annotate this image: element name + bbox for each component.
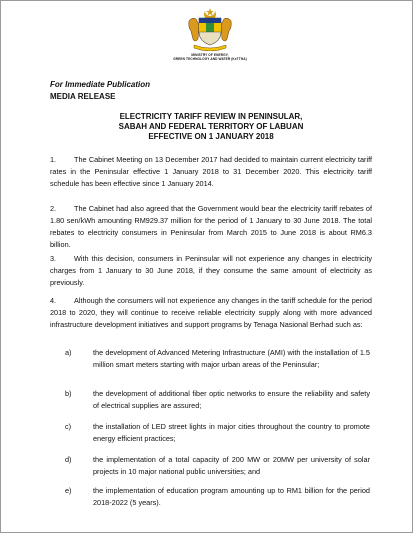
paragraph-text: The Cabinet Meeting on 13 December 2017 had decided to maintain current electricity tariff rates in the Peninsular effective 1 January 2018 to 31 December 2020. This electricity tariff schedule has been effective since 1 January 2014.	[50, 155, 372, 188]
publication-note: For Immediate Publication	[50, 80, 151, 89]
list-item-letter-d: d)	[65, 455, 72, 464]
paragraph-text: Although the consumers will not experience any changes in the tariff schedule for the period 2018 to 2020, they will continue to receive reliable electricity supply along with more advanced infrastructure development initiatives and support programs by Tenaga Nasional Berhad such as:	[50, 296, 372, 329]
paragraph-2	[50, 203, 372, 251]
ministry-name-line1: MINISTRY OF ENERGY,	[191, 53, 229, 57]
list-item-letter-a: a)	[65, 348, 72, 357]
list-item-letter-e: e)	[65, 486, 72, 495]
title-line-3: EFFECTIVE ON 1 JANUARY 2018	[148, 132, 274, 141]
paragraph-1	[50, 154, 372, 190]
title-line-1: ELECTRICITY TARIFF REVIEW IN PENINSULAR,	[119, 112, 303, 121]
ministry-name-line2: GREEN TECHNOLOGY AND WATER (KeTTHA)	[173, 57, 247, 61]
paragraph-number: 2.	[50, 204, 57, 213]
list-item-text-a: the development of Advanced Metering Infrastructure (AMI) with the installation of 1.5 million smart meters starting with major urban areas of the Peninsular;	[93, 348, 370, 369]
title-line-2: SABAH AND FEDERAL TERRITORY OF LABUAN	[118, 122, 304, 131]
paragraph-3	[50, 253, 372, 289]
paragraph-text: The Cabinet had also agreed that the Government would bear the electricity tariff rebates of 1.80 sen/kWh amounting RM929.37 million for the period of 1 January to 30 June 2018. The total rebates to electricity consumers in Peninsular from March 2015 to June 2018 is about RM6.3 billion.	[50, 204, 372, 249]
paragraph-4	[50, 295, 372, 331]
malaysia-coat-of-arms-icon	[185, 7, 235, 51]
list-item-text-e: the implementation of education program amounting up to RM1 billion for the period 2018-2022 (5 years).	[93, 486, 370, 507]
list-item-letter-b: b)	[65, 389, 72, 398]
paragraph-number: 1.	[50, 155, 57, 164]
paragraph-number: 3.	[50, 254, 57, 263]
list-item-text-c: the installation of LED street lights in major cities throughout the country to promote energy efficient practices;	[93, 422, 370, 443]
paragraph-text: With this decision, consumers in Peninsular will not experience any changes in electricity charges from 1 January to 30 June 2018, if they consume the same amount of electricity as previously.	[50, 254, 372, 287]
list-item-text-d: the implementation of a total capacity of 200 MW or 20MW per university of solar projects in 10 major national public universities; and	[93, 455, 370, 476]
paragraph-number: 4.	[50, 296, 57, 305]
list-item-letter-c: c)	[65, 422, 72, 431]
list-item-text-b: the development of additional fiber optic networks to ensure the reliability and safety of electrical supplies are assured;	[93, 389, 370, 410]
media-release-label: MEDIA RELEASE	[50, 92, 116, 101]
